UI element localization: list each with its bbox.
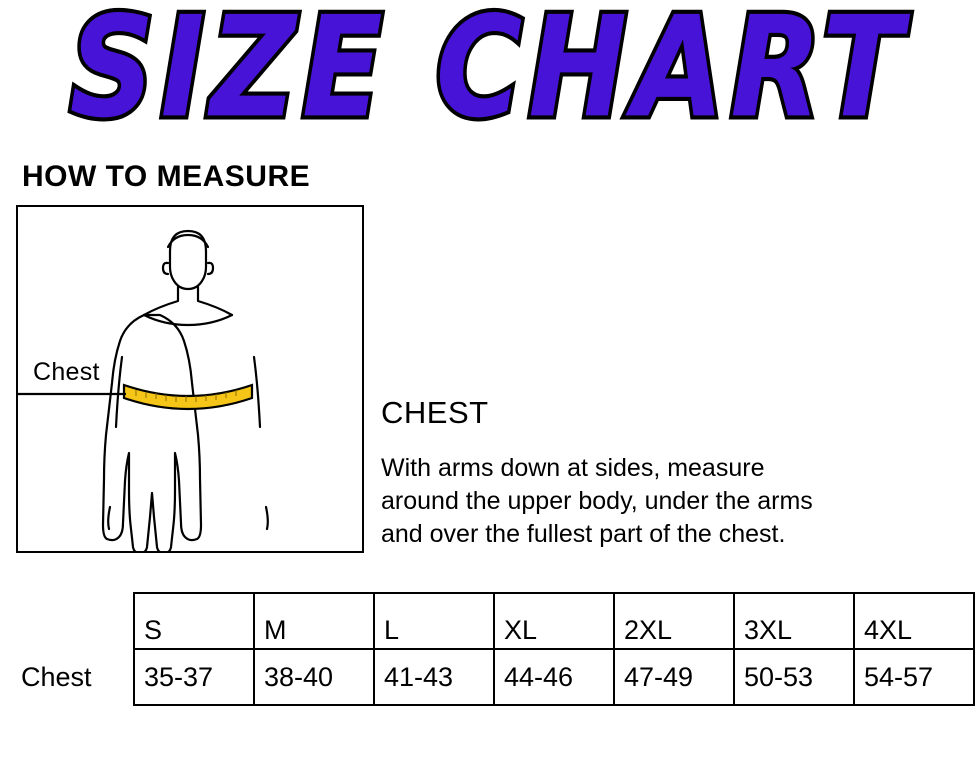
table-row-label-chest: Chest <box>21 661 92 692</box>
page-title: SIZE CHART <box>69 0 909 149</box>
table-header-2xl: 2XL <box>614 593 734 649</box>
table-header-4xl: 4XL <box>854 593 974 649</box>
table-header-m: M <box>254 593 374 649</box>
table-cell-chest-xl: 44-46 <box>494 649 614 705</box>
table-cell-chest-3xl: 50-53 <box>734 649 854 705</box>
table-header-row <box>16 593 974 649</box>
table-corner-blank <box>16 593 134 649</box>
description-heading: CHEST <box>381 395 489 430</box>
table-header-xl: XL <box>494 593 614 649</box>
table-cell-chest-l: 41-43 <box>374 649 494 705</box>
size-table <box>16 592 975 706</box>
table-header-3xl: 3XL <box>734 593 854 649</box>
table-header-s: S <box>134 593 254 649</box>
table-cell-chest-4xl: 54-57 <box>854 649 974 705</box>
table-row <box>16 649 974 705</box>
description-body <box>381 452 978 551</box>
table-header-l: L <box>374 593 494 649</box>
description-line-3: and over the fullest part of the chest. <box>381 520 786 548</box>
page-title-banner <box>0 0 978 149</box>
table-cell-chest-2xl: 47-49 <box>614 649 734 705</box>
description-line-2: around the upper body, under the arms <box>381 487 813 515</box>
how-to-measure-heading: HOW TO MEASURE <box>22 160 311 193</box>
table-cell-chest-m: 38-40 <box>254 649 374 705</box>
chest-callout-label: Chest <box>33 358 100 386</box>
description-line-1: With arms down at sides, measure <box>381 454 765 482</box>
table-cell-chest-s: 35-37 <box>134 649 254 705</box>
